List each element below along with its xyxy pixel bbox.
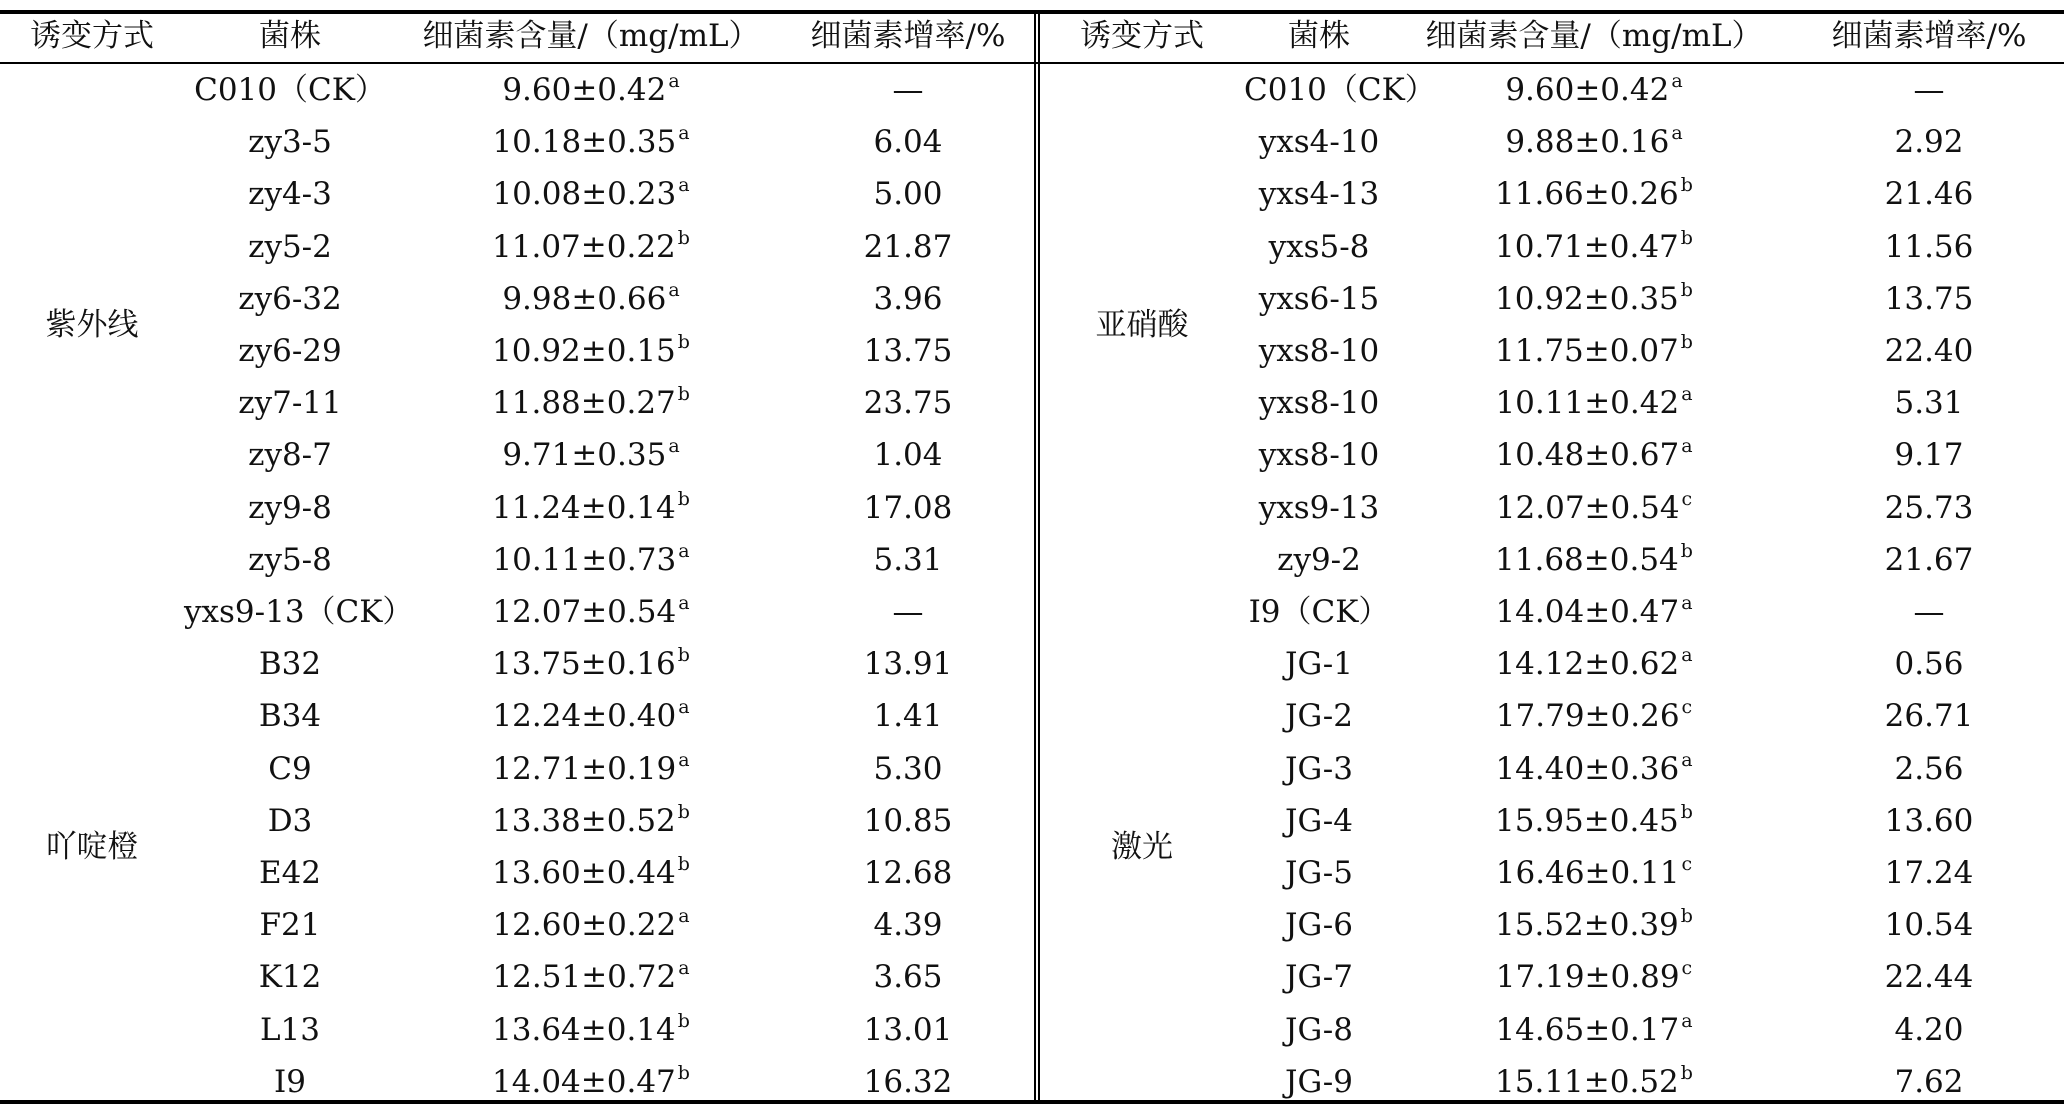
content-value: 10.11±0.42 (1495, 385, 1680, 422)
content-value: 9.71±0.35 (502, 437, 667, 474)
strain-cell: C010（CK） (194, 72, 386, 108)
significance-letter: c (1681, 853, 1693, 875)
content-value: 10.71±0.47 (1495, 228, 1679, 265)
content-cell (396, 221, 786, 273)
strain-cell: C9 (268, 750, 312, 787)
content-value: 11.68±0.54 (1495, 541, 1679, 578)
content-cell (1394, 847, 1794, 899)
significance-letter: b (677, 331, 690, 353)
header-content: 细菌素含量/（mg/mL） (422, 18, 760, 54)
header-rate: 细菌素增率/% (810, 18, 1006, 54)
significance-letter: b (1680, 278, 1693, 301)
strain-cell: yxs4-13 (1258, 176, 1380, 213)
content-value: 14.04±0.47 (492, 1063, 676, 1100)
rate-cell: 22.44 (1884, 959, 1974, 996)
content-value: 10.92±0.35 (1495, 280, 1679, 317)
content-value: 15.95±0.45 (1495, 802, 1679, 839)
content-value: 9.98±0.66 (502, 280, 667, 317)
content-cell (396, 638, 786, 690)
content-cell (396, 534, 786, 586)
significance-letter: b (677, 1009, 690, 1032)
strain-cell: JG-9 (1285, 1063, 1353, 1100)
rate-cell: 1.04 (873, 437, 943, 474)
method-label: 亚硝酸 (1095, 307, 1189, 343)
rate-cell: 10.85 (863, 802, 953, 839)
significance-letter: a (1681, 383, 1693, 406)
strain-cell: zy7-11 (238, 385, 342, 422)
significance-letter: b (677, 487, 690, 510)
method-label: 吖啶橙 (45, 829, 139, 865)
rate-cell: 21.67 (1884, 541, 1974, 578)
content-value: 9.60±0.42 (502, 72, 667, 108)
content-cell (1394, 743, 1794, 795)
content-value: 11.07±0.22 (492, 228, 676, 265)
content-cell (396, 743, 786, 795)
significance-letter: a (678, 122, 690, 145)
content-value: 17.19±0.89 (1495, 959, 1680, 996)
significance-letter: a (1681, 592, 1693, 614)
rate-cell: 2.92 (1894, 124, 1964, 161)
significance-letter: a (1671, 70, 1683, 92)
rate-cell: 13.75 (863, 333, 953, 369)
rate-cell: 0.56 (1894, 646, 1964, 683)
significance-letter: b (677, 644, 690, 667)
content-value: 12.60±0.22 (492, 907, 677, 944)
content-cell (1394, 377, 1794, 429)
significance-letter: a (678, 748, 690, 771)
content-cell (1394, 325, 1794, 377)
content-cell (396, 116, 786, 168)
rate-cell: 5.31 (873, 541, 943, 578)
strain-cell: zy5-2 (248, 228, 332, 265)
strain-cell: K12 (258, 959, 322, 996)
content-cell (396, 1056, 786, 1108)
strain-cell: zy6-32 (238, 280, 342, 317)
rate-cell: 10.54 (1884, 907, 1974, 944)
content-value: 9.88±0.16 (1505, 124, 1670, 161)
rate-cell: 4.20 (1894, 1011, 1964, 1048)
method-label: 激光 (1111, 829, 1173, 865)
content-cell (396, 586, 786, 638)
content-value: 15.11±0.52 (1495, 1063, 1679, 1100)
strain-cell: zy5-8 (248, 541, 332, 578)
rate-cell: 5.30 (873, 750, 943, 787)
content-cell (396, 64, 786, 116)
content-cell (396, 951, 786, 1003)
rate-cell: 13.60 (1884, 802, 1974, 839)
content-value: 11.24±0.14 (492, 489, 676, 526)
content-cell (1394, 586, 1794, 638)
content-cell (1394, 168, 1794, 220)
content-value: 12.51±0.72 (492, 959, 677, 996)
significance-letter: c (1681, 696, 1693, 719)
content-value: 12.24±0.40 (492, 698, 677, 735)
significance-letter: a (1681, 644, 1693, 667)
strain-cell: JG-2 (1285, 698, 1353, 735)
content-value: 10.18±0.35 (492, 124, 677, 161)
strain-cell: zy3-5 (248, 124, 332, 161)
content-value: 14.04±0.47 (1495, 594, 1680, 630)
content-cell (396, 795, 786, 847)
rate-cell: 6.04 (873, 124, 943, 161)
content-cell (396, 847, 786, 899)
rate-cell: 7.62 (1894, 1063, 1964, 1100)
strain-cell: yxs8-10 (1258, 437, 1380, 474)
strain-cell: JG-1 (1285, 646, 1353, 683)
strain-cell: zy9-8 (248, 489, 332, 526)
content-cell (396, 899, 786, 951)
significance-letter: b (677, 383, 690, 406)
strain-cell: zy4-3 (248, 176, 332, 213)
strain-cell: yxs8-10 (1258, 333, 1380, 369)
content-value: 17.79±0.26 (1495, 698, 1680, 735)
rate-cell: 11.56 (1884, 228, 1974, 265)
strain-cell: JG-8 (1285, 1011, 1353, 1048)
content-value: 10.11±0.73 (492, 541, 677, 578)
significance-letter: a (678, 592, 690, 614)
strain-cell: JG-4 (1285, 802, 1353, 839)
significance-letter: a (668, 278, 680, 301)
content-cell (396, 690, 786, 742)
rate-cell: 22.40 (1884, 333, 1974, 369)
significance-letter: b (1680, 800, 1693, 823)
content-cell (396, 1004, 786, 1056)
rate-cell: 12.68 (863, 855, 953, 891)
rate-cell: 13.75 (1884, 280, 1974, 317)
significance-letter: b (1680, 226, 1693, 249)
rate-cell: 23.75 (863, 385, 953, 422)
rate-cell: 2.56 (1894, 750, 1964, 787)
content-cell (396, 482, 786, 534)
content-cell (1394, 1004, 1794, 1056)
strain-cell: I9 (274, 1063, 306, 1100)
strain-cell: zy8-7 (248, 437, 332, 474)
content-value: 13.38±0.52 (492, 802, 676, 839)
rate-cell: — (892, 72, 924, 108)
rate-cell: — (892, 594, 924, 630)
content-value: 13.60±0.44 (492, 855, 676, 891)
significance-letter: b (1680, 1061, 1693, 1084)
content-cell (1394, 221, 1794, 273)
content-value: 10.92±0.15 (492, 333, 676, 369)
strain-cell: JG-7 (1285, 959, 1353, 996)
strain-cell: JG-6 (1285, 907, 1353, 944)
content-value: 9.60±0.42 (1505, 72, 1670, 108)
content-cell (1394, 690, 1794, 742)
content-cell (1394, 534, 1794, 586)
rate-cell: — (1913, 72, 1945, 108)
content-value: 10.48±0.67 (1495, 437, 1680, 474)
content-value: 14.12±0.62 (1495, 646, 1680, 683)
significance-letter: a (1671, 122, 1683, 145)
significance-letter: b (1680, 174, 1693, 197)
strain-cell: JG-5 (1285, 855, 1353, 891)
rate-cell: 1.41 (873, 698, 943, 735)
content-value: 13.75±0.16 (492, 646, 676, 683)
content-cell (1394, 899, 1794, 951)
significance-letter: a (678, 905, 690, 928)
significance-letter: b (677, 226, 690, 249)
strain-cell: yxs9-13（CK） (184, 594, 414, 630)
strain-cell: E42 (258, 855, 322, 891)
strain-cell: L13 (259, 1011, 321, 1048)
content-cell (396, 429, 786, 481)
strain-cell: I9（CK） (1248, 594, 1390, 630)
rate-cell: 17.08 (863, 489, 953, 526)
content-cell (1394, 273, 1794, 325)
rate-cell: 5.00 (873, 176, 943, 213)
strain-cell: B32 (258, 646, 322, 683)
header-rate: 细菌素增率/% (1831, 18, 2027, 54)
strain-cell: zy6-29 (238, 333, 342, 369)
significance-letter: a (668, 70, 680, 92)
significance-letter: b (1680, 331, 1693, 353)
rate-cell: 26.71 (1884, 698, 1974, 735)
content-value: 16.46±0.11 (1495, 855, 1680, 891)
content-cell (396, 168, 786, 220)
strain-cell: zy9-2 (1277, 541, 1361, 578)
rate-cell: 3.65 (873, 959, 943, 996)
rate-cell: 17.24 (1884, 855, 1974, 891)
content-value: 14.65±0.17 (1495, 1011, 1680, 1048)
rate-cell: — (1913, 594, 1945, 630)
strain-cell: yxs4-10 (1258, 124, 1380, 161)
strain-cell: yxs5-8 (1268, 228, 1370, 265)
significance-letter: a (668, 435, 680, 458)
significance-letter: a (678, 957, 690, 980)
rate-cell: 25.73 (1884, 489, 1974, 526)
content-cell (1394, 1056, 1794, 1108)
content-value: 13.64±0.14 (492, 1011, 676, 1048)
strain-cell: C010（CK） (1244, 72, 1436, 108)
rate-cell: 16.32 (863, 1063, 953, 1100)
content-cell (1394, 116, 1794, 168)
strain-cell: yxs9-13 (1258, 489, 1380, 526)
content-cell (396, 273, 786, 325)
significance-letter: b (1680, 539, 1693, 562)
rate-cell: 3.96 (873, 280, 943, 317)
content-cell (1394, 482, 1794, 534)
header-method: 诱变方式 (1080, 18, 1204, 54)
content-value: 10.08±0.23 (492, 176, 677, 213)
significance-letter: a (1681, 435, 1693, 458)
double-column-separator (1034, 10, 1040, 1104)
rate-cell: 9.17 (1894, 437, 1964, 474)
content-value: 12.71±0.19 (492, 750, 677, 787)
content-value: 15.52±0.39 (1495, 907, 1679, 944)
significance-letter: c (1681, 957, 1693, 980)
content-cell (1394, 638, 1794, 690)
rate-cell: 21.87 (863, 228, 953, 265)
content-value: 12.07±0.54 (492, 594, 677, 630)
significance-letter: b (677, 1061, 690, 1084)
rate-cell: 4.39 (873, 907, 943, 944)
significance-letter: a (678, 539, 690, 562)
significance-letter: c (1681, 487, 1693, 510)
significance-letter: a (678, 174, 690, 197)
content-value: 11.88±0.27 (492, 385, 676, 422)
header-strain: 菌株 (259, 18, 321, 54)
header-method: 诱变方式 (30, 18, 154, 54)
strain-cell: yxs8-10 (1258, 385, 1380, 422)
significance-letter: b (1680, 905, 1693, 928)
significance-letter: a (678, 696, 690, 719)
content-cell (396, 325, 786, 377)
rate-cell: 21.46 (1884, 176, 1974, 213)
content-cell (1394, 795, 1794, 847)
strain-cell: D3 (267, 802, 313, 839)
significance-letter: b (677, 853, 690, 875)
content-cell (1394, 64, 1794, 116)
rate-cell: 5.31 (1894, 385, 1964, 422)
content-value: 11.75±0.07 (1495, 333, 1679, 369)
strain-cell: F21 (259, 907, 321, 944)
header-content: 细菌素含量/（mg/mL） (1425, 18, 1763, 54)
significance-letter: a (1681, 748, 1693, 771)
content-cell (1394, 951, 1794, 1003)
significance-letter: a (1681, 1009, 1693, 1032)
content-value: 11.66±0.26 (1495, 176, 1679, 213)
significance-letter: b (677, 800, 690, 823)
content-value: 12.07±0.54 (1495, 489, 1680, 526)
rate-cell: 13.91 (863, 646, 953, 683)
content-value: 14.40±0.36 (1495, 750, 1680, 787)
strain-cell: B34 (258, 698, 322, 735)
strain-cell: JG-3 (1285, 750, 1353, 787)
method-label: 紫外线 (45, 307, 139, 343)
content-cell (1394, 429, 1794, 481)
strain-cell: yxs6-15 (1258, 280, 1380, 317)
header-strain: 菌株 (1288, 18, 1350, 54)
content-cell (396, 377, 786, 429)
rate-cell: 13.01 (863, 1011, 953, 1048)
